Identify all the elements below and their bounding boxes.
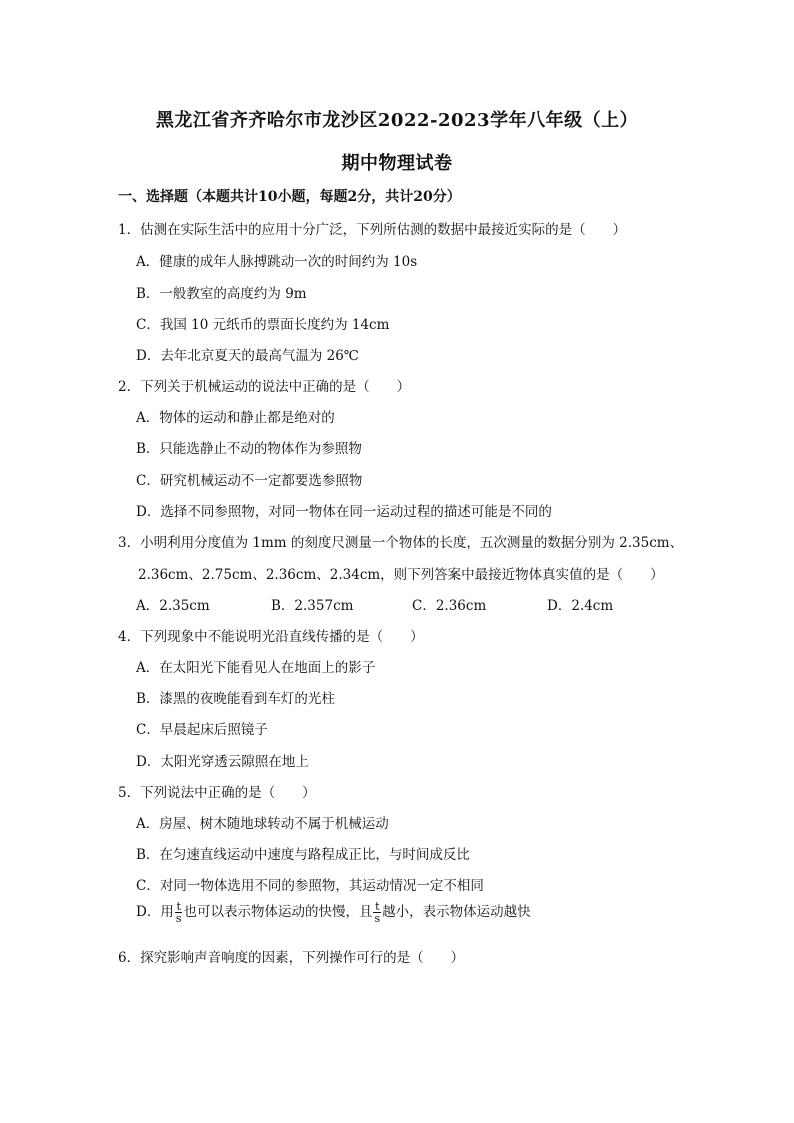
question-4-stem: 4．下列现象中不能说明光沿直线传播的是（ ） (118, 629, 424, 645)
question-4-option-d: D．太阳光穿透云隙照在地上 (136, 754, 309, 770)
option-d-middle: 也可以表示物体运动的快慢，且 (183, 904, 373, 920)
question-5-option-d (136, 900, 531, 924)
question-4-option-a: A．在太阳光下能看见人在地面上的影子 (136, 660, 376, 676)
question-2-option-d: D．选择不同参照物，对同一物体在同一运动过程的描述可能是不同的 (136, 504, 552, 520)
fraction-denominator-2: s (374, 912, 381, 925)
option-d-prefix: D．用 (136, 904, 174, 920)
question-5-option-c: C．对同一物体选用不同的参照物，其运动情况一定不相同 (136, 878, 484, 894)
fraction-numerator-2: t (375, 900, 380, 913)
question-3-stem-cont: 2.36cm、2.75cm、2.36cm、2.34cm，则下列答案中最接近物体真实值的是（ ） (138, 567, 664, 583)
question-4-option-b: B．漆黑的夜晚能看到车灯的光柱 (136, 691, 335, 707)
question-1-option-c: C．我国 10 元纸币的票面长度约为 14cm (136, 317, 390, 333)
fraction-numerator: t (176, 900, 181, 913)
section-heading: 一、选择题（本题共计10小题，每题2分，共计20分） (118, 189, 461, 205)
option-d-suffix: 越小，表示物体运动越快 (382, 904, 531, 920)
question-6-stem: 6．探究影响声音响度的因素，下列操作可行的是（ ） (118, 950, 465, 966)
question-5-stem: 5．下列说法中正确的是（ ） (118, 785, 316, 801)
question-3-option-d: D．2.4cm (547, 598, 614, 614)
fraction-denominator: s (175, 912, 182, 925)
question-3-option-b: B．2.357cm (271, 598, 354, 614)
exam-title-line2: 期中物理试卷 (341, 153, 453, 174)
question-5-option-b: B．在匀速直线运动中速度与路程成正比，与时间成反比 (136, 847, 470, 863)
question-1-option-d: D．去年北京夏天的最高气温为 26℃ (136, 348, 359, 364)
question-4-option-c: C．早晨起床后照镜子 (136, 722, 268, 738)
question-5-option-a: A．房屋、树木随地球转动不属于机械运动 (136, 816, 389, 832)
question-3-option-a: A．2.35cm (136, 598, 210, 614)
fraction-t-over-s (175, 901, 183, 924)
question-3-option-c: C．2.36cm (412, 598, 487, 614)
fraction-t-over-s-2 (373, 901, 381, 924)
exam-title-line1: 黑龙江省齐齐哈尔市龙沙区2022-2023学年八年级（上） (155, 110, 639, 131)
question-2-option-c: C．研究机械运动不一定都要选参照物 (136, 473, 363, 489)
question-2-stem: 2．下列关于机械运动的说法中正确的是（ ） (118, 379, 411, 395)
question-2-option-a: A．物体的运动和静止都是绝对的 (136, 410, 335, 426)
question-1-stem: 1．估测在实际生活中的应用十分广泛，下列所估测的数据中最接近实际的是（ ） (118, 222, 627, 238)
question-1-option-a: A．健康的成年人脉搏跳动一次的时间约为 10s (136, 254, 418, 270)
question-2-option-b: B．只能选静止不动的物体作为参照物 (136, 441, 362, 457)
question-1-option-b: B．一般教室的高度约为 9m (136, 286, 307, 302)
question-3-stem: 3．小明利用分度值为 1mm 的刻度尺测量一个物体的长度，五次测量的数据分别为 2.35cm、 (118, 535, 684, 551)
